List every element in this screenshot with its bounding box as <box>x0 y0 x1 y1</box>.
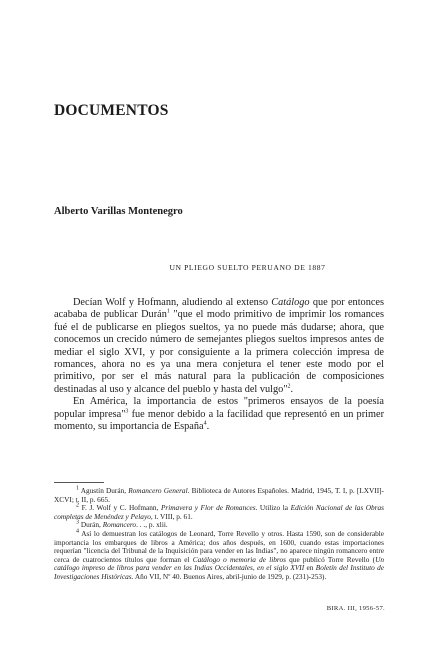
footnote-ref: 3 <box>125 408 129 415</box>
footnote-ref: 2 <box>287 383 291 390</box>
author-name: Alberto Varillas Montenegro <box>54 206 183 217</box>
footnote: $^3$ Durán, Romancero. . ., p. xlii. <box>76 519 168 530</box>
footnote: $^1$ Agustín Durán, Romancero General. Biblioteca de Autores Españoles. Madrid, 1945, T. I, p. [LXVII]-XCVI; t. II, p. 665. <box>54 485 384 504</box>
footnote: $^4$ Así lo demuestran los catálogos de Leonard, Torre Revello y otros. Hasta 1590, son de considerable importancia los embarques de libros a América; dos años después, en 1600, cuando estas importaciones requerían "licencia del Tribunal de la Inquisición para vender en las Indias", no aparece ningún romancero entre cerca de cuatrocientos títulos que forman el Catálogo o memoria de libros que publicó Torre Revello (Un catálogo impreso de libros para vender en las Indias Occidentales, en el siglo XVII en Boletín del Instituto de Investigaciones Históricas. Año VII, Nº 40. Buenos Aires, abril-junio de 1929, p. (231)-253). <box>54 528 385 581</box>
body-paragraph: Decían Wolf y Hofmann, aludiendo al extenso Catálogo que por entonces acababa de publicar Durán$^1$ "que el modo primitivo de imprimir los romances fué el de publicarse en pliegos sueltos, ya no puede más dudarse; ahora, que conocemos un crecido número de semejantes pliegos sueltos impresos antes de mediar el siglo XVI, y por consiguiente a la primera colección impresa de romances, ahora no es ya una mera conjetura el tener este modo por el primitivo, por ser el más natural para la publicación de composiciones destinadas al uso y alcance del pueblo y hasta del vulgo"$^2$. <box>54 297 384 395</box>
section-title: DOCUMENTOS <box>54 102 169 119</box>
article-title: UN PLIEGO SUELTO PERUANO DE 1887 <box>169 263 326 272</box>
footnote: $^2$ F. J. Wolf y C. Hofmann, Primavera y Flor de Romances. Utilizo la Edición Nacional de las Obras completas de Menéndez y Pelayo, t. VIII, p. 61. <box>54 502 384 521</box>
footnote-ref: 4 <box>203 420 207 427</box>
footnote-divider <box>54 482 104 483</box>
footnotes <box>54 487 384 582</box>
body-paragraph: En América, la importancia de estos "primeros ensayos de la poesía popular impresa"$^3$ fue menor debido a la facilidad que representó en un primer momento, su importancia de España$^4$. <box>54 396 384 433</box>
page-folio: BIRA. III, 1956-57. <box>326 605 385 612</box>
footnote-ref: 1 <box>166 308 170 315</box>
body-text <box>54 297 384 433</box>
